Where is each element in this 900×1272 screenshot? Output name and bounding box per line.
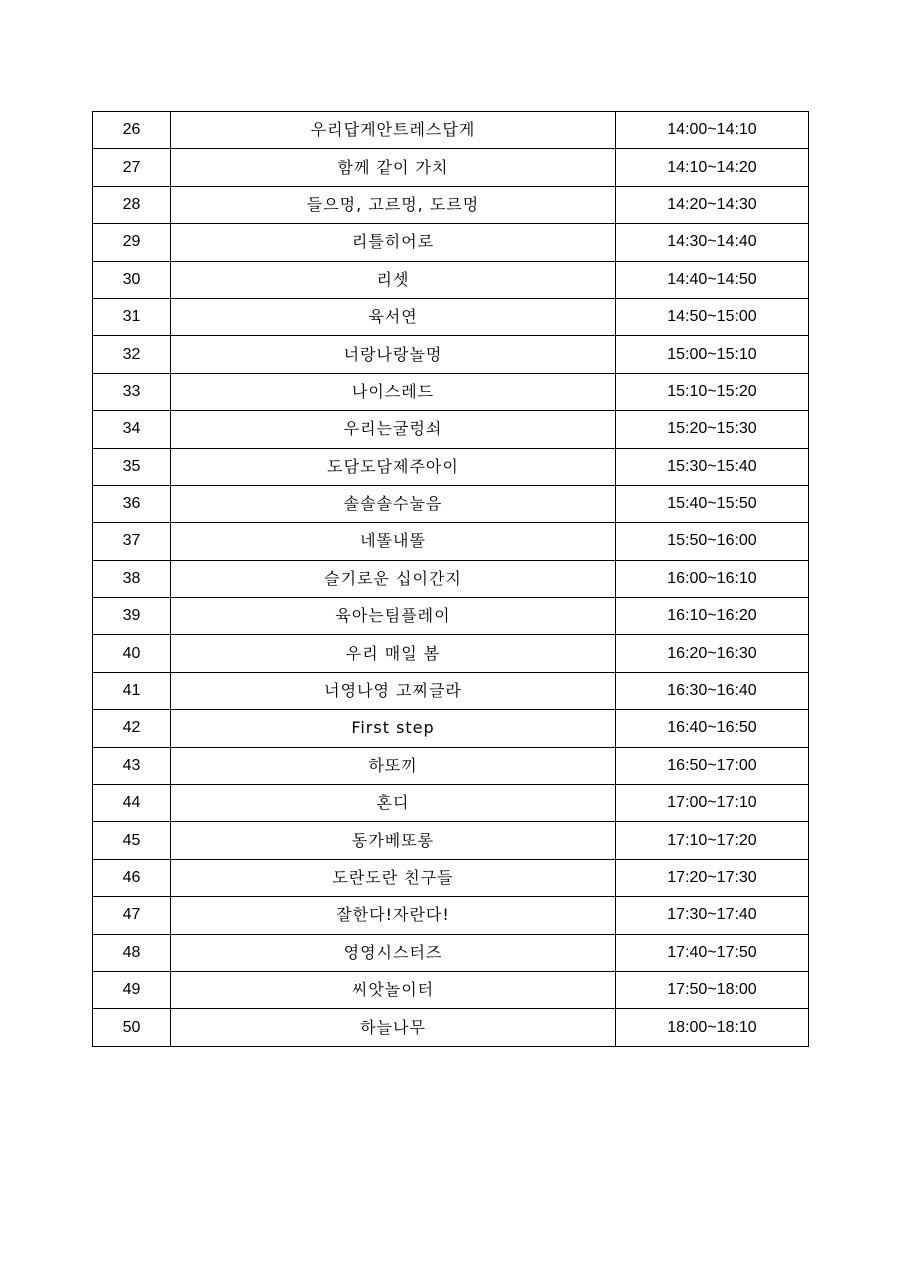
time-slot-cell: 16:20~16:30 — [616, 635, 809, 672]
row-number-cell: 29 — [93, 224, 171, 261]
team-name-cell: 하또끼 — [171, 747, 616, 784]
row-number-cell: 28 — [93, 186, 171, 223]
team-name-cell: 육서연 — [171, 298, 616, 335]
time-slot-cell: 16:30~16:40 — [616, 672, 809, 709]
row-number-cell: 33 — [93, 373, 171, 410]
row-number-cell: 40 — [93, 635, 171, 672]
table-row — [93, 785, 809, 822]
row-number-cell: 42 — [93, 710, 171, 747]
time-slot-cell: 15:30~15:40 — [616, 448, 809, 485]
schedule-table-body — [93, 112, 809, 1047]
team-name-cell: 슬기로운 십이간지 — [171, 560, 616, 597]
schedule-table — [92, 111, 809, 1047]
table-row — [93, 149, 809, 186]
team-name-cell: 혼디 — [171, 785, 616, 822]
table-row — [93, 822, 809, 859]
table-row — [93, 298, 809, 335]
row-number-cell: 38 — [93, 560, 171, 597]
time-slot-cell: 14:50~15:00 — [616, 298, 809, 335]
table-row — [93, 336, 809, 373]
team-name-cell: First step — [171, 710, 616, 747]
table-row — [93, 560, 809, 597]
team-name-cell: 함께 같이 가치 — [171, 149, 616, 186]
row-number-cell: 30 — [93, 261, 171, 298]
time-slot-cell: 18:00~18:10 — [616, 1009, 809, 1046]
table-row — [93, 934, 809, 971]
table-row — [93, 672, 809, 709]
time-slot-cell: 15:50~16:00 — [616, 523, 809, 560]
team-name-cell: 솔솔솔수눌음 — [171, 485, 616, 522]
row-number-cell: 49 — [93, 971, 171, 1008]
time-slot-cell: 14:20~14:30 — [616, 186, 809, 223]
team-name-cell: 나이스레드 — [171, 373, 616, 410]
team-name-cell: 너영나영 고찌글라 — [171, 672, 616, 709]
time-slot-cell: 17:50~18:00 — [616, 971, 809, 1008]
row-number-cell: 48 — [93, 934, 171, 971]
team-name-cell: 하늘나무 — [171, 1009, 616, 1046]
time-slot-cell: 16:40~16:50 — [616, 710, 809, 747]
team-name-cell: 씨앗놀이터 — [171, 971, 616, 1008]
time-slot-cell: 17:20~17:30 — [616, 859, 809, 896]
row-number-cell: 31 — [93, 298, 171, 335]
team-name-cell: 들으멍, 고르멍, 도르멍 — [171, 186, 616, 223]
time-slot-cell: 14:10~14:20 — [616, 149, 809, 186]
row-number-cell: 37 — [93, 523, 171, 560]
table-row — [93, 971, 809, 1008]
row-number-cell: 32 — [93, 336, 171, 373]
team-name-cell: 너랑나랑놀멍 — [171, 336, 616, 373]
table-row — [93, 373, 809, 410]
table-row — [93, 523, 809, 560]
row-number-cell: 44 — [93, 785, 171, 822]
table-row — [93, 710, 809, 747]
time-slot-cell: 14:40~14:50 — [616, 261, 809, 298]
time-slot-cell: 17:30~17:40 — [616, 897, 809, 934]
team-name-cell: 잘한다!자란다! — [171, 897, 616, 934]
row-number-cell: 41 — [93, 672, 171, 709]
time-slot-cell: 17:40~17:50 — [616, 934, 809, 971]
table-row — [93, 186, 809, 223]
table-row — [93, 448, 809, 485]
table-row — [93, 1009, 809, 1046]
row-number-cell: 43 — [93, 747, 171, 784]
table-row — [93, 224, 809, 261]
row-number-cell: 36 — [93, 485, 171, 522]
team-name-cell: 영영시스터즈 — [171, 934, 616, 971]
team-name-cell: 육아는팀플레이 — [171, 598, 616, 635]
team-name-cell: 우리는굴렁쇠 — [171, 411, 616, 448]
table-row — [93, 635, 809, 672]
time-slot-cell: 16:00~16:10 — [616, 560, 809, 597]
table-row — [93, 747, 809, 784]
time-slot-cell: 15:10~15:20 — [616, 373, 809, 410]
time-slot-cell: 15:40~15:50 — [616, 485, 809, 522]
row-number-cell: 34 — [93, 411, 171, 448]
time-slot-cell: 15:20~15:30 — [616, 411, 809, 448]
row-number-cell: 26 — [93, 112, 171, 149]
team-name-cell: 리셋 — [171, 261, 616, 298]
time-slot-cell: 16:10~16:20 — [616, 598, 809, 635]
table-row — [93, 112, 809, 149]
time-slot-cell: 14:30~14:40 — [616, 224, 809, 261]
row-number-cell: 35 — [93, 448, 171, 485]
time-slot-cell: 17:10~17:20 — [616, 822, 809, 859]
table-row — [93, 859, 809, 896]
table-row — [93, 485, 809, 522]
table-row — [93, 897, 809, 934]
time-slot-cell: 15:00~15:10 — [616, 336, 809, 373]
time-slot-cell: 17:00~17:10 — [616, 785, 809, 822]
team-name-cell: 동가베또롱 — [171, 822, 616, 859]
row-number-cell: 50 — [93, 1009, 171, 1046]
row-number-cell: 47 — [93, 897, 171, 934]
row-number-cell: 27 — [93, 149, 171, 186]
team-name-cell: 우리 매일 봄 — [171, 635, 616, 672]
team-name-cell: 도란도란 친구들 — [171, 859, 616, 896]
team-name-cell: 리틀히어로 — [171, 224, 616, 261]
row-number-cell: 45 — [93, 822, 171, 859]
table-row — [93, 411, 809, 448]
table-row — [93, 598, 809, 635]
team-name-cell: 도담도담제주아이 — [171, 448, 616, 485]
table-row — [93, 261, 809, 298]
team-name-cell: 우리답게안트레스답게 — [171, 112, 616, 149]
time-slot-cell: 16:50~17:00 — [616, 747, 809, 784]
team-name-cell: 네똘내똘 — [171, 523, 616, 560]
time-slot-cell: 14:00~14:10 — [616, 112, 809, 149]
row-number-cell: 39 — [93, 598, 171, 635]
row-number-cell: 46 — [93, 859, 171, 896]
